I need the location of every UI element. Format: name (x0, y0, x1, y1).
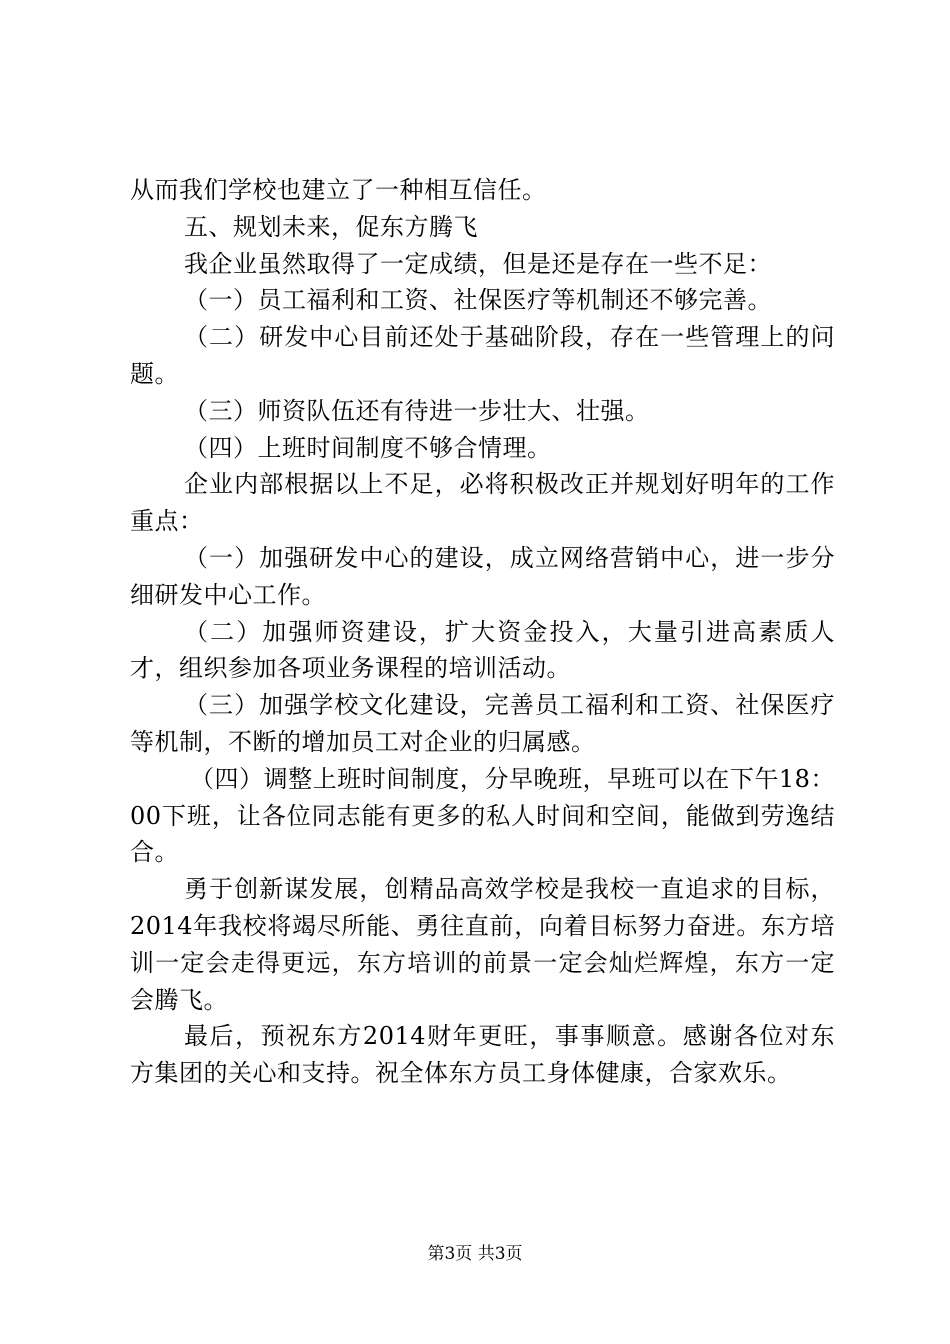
paragraph: 勇于创新谋发展，创精品高效学校是我校一直追求的目标，2014年我校将竭尽所能、勇往直前，向着目标努力奋进。东方培训一定会走得更远，东方培训的前景一定会灿烂辉煌，东方一定会腾飞。 (130, 875, 835, 1014)
paragraph: 我企业虽然取得了一定成绩，但是还是存在一些不足： (184, 249, 772, 278)
page-footer (0, 1243, 950, 1265)
list-item: （二）研发中心目前还处于基础阶段，存在一些管理上的问题。 (130, 323, 835, 388)
list-item: （一）加强研发中心的建设，成立网络营销中心，进一步分细研发中心工作。 (130, 543, 835, 609)
list-item: （三）师资队伍还有待进一步壮大、壮强。 (184, 396, 650, 425)
paragraph: 最后，预祝东方2014财年更旺，事事顺意。感谢各位对东方集团的关心和支持。祝全体东方员工身体健康，合家欢乐。 (130, 1022, 835, 1088)
list-item: （四）调整上班时间制度，分早晚班，早班可以在下午18：00下班，让各位同志能有更多的私人时间和空间，能做到劳逸结合。 (130, 764, 835, 867)
list-item: （三）加强学校文化建设，完善员工福利和工资、社保医疗等机制，不断的增加员工对企业的归属感。 (130, 691, 835, 756)
list-item: （一）员工福利和工资、社保医疗等机制还不够完善。 (184, 286, 772, 315)
document-body (130, 172, 835, 1092)
paragraph: 企业内部根据以上不足，必将积极改正并规划好明年的工作重点： (130, 470, 835, 536)
paragraph: 从而我们学校也建立了一种相互信任。 (130, 176, 547, 204)
page-number: 第3页 共3页 (427, 1244, 523, 1264)
section-heading: 五、规划未来，促东方腾飞 (184, 212, 478, 241)
list-item: （四）上班时间制度不够合情理。 (184, 433, 552, 462)
list-item: （二）加强师资建设，扩大资金投入，大量引进高素质人才，组织参加各项业务课程的培训活动。 (130, 617, 835, 683)
